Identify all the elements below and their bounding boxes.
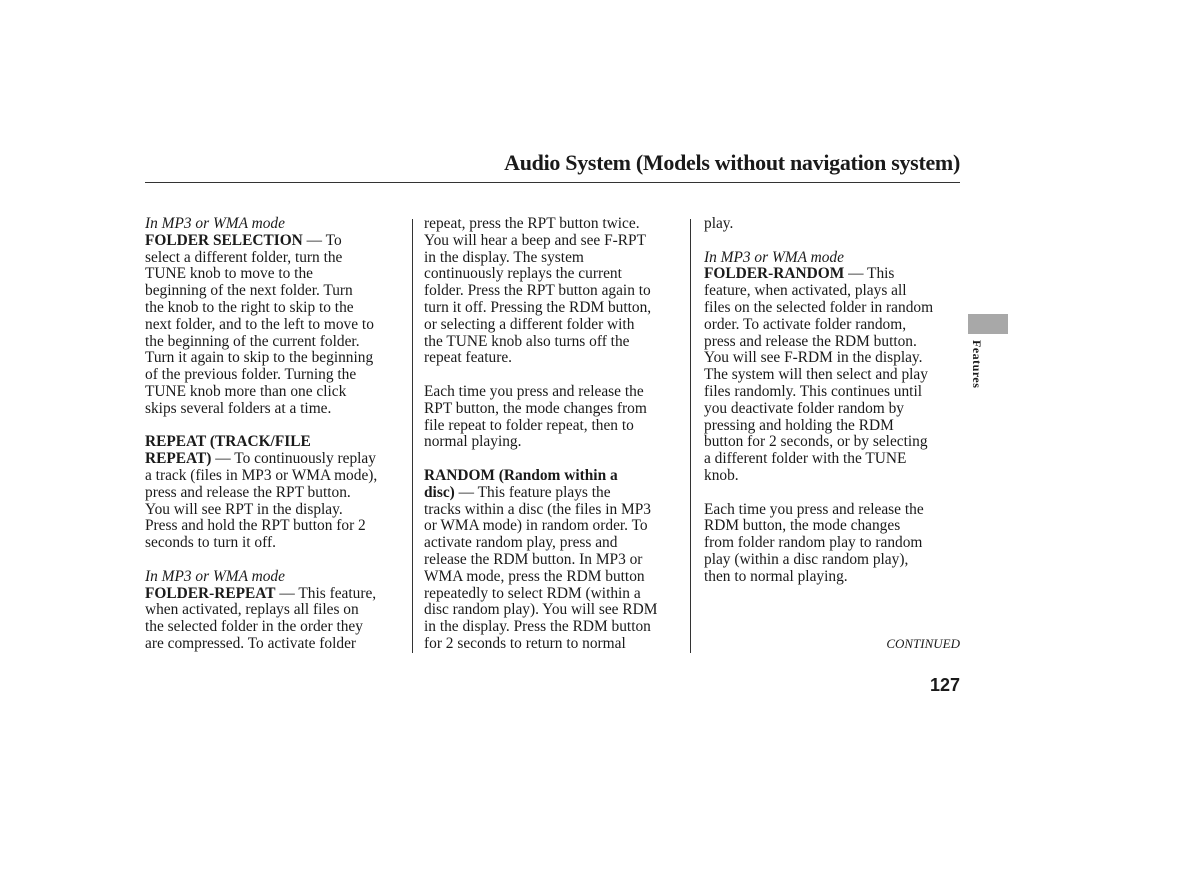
column-divider-1 (412, 219, 413, 653)
folder-selection-heading: FOLDER SELECTION (145, 231, 303, 249)
column-divider-2 (690, 219, 691, 653)
column-2 (424, 216, 686, 653)
random-heading: RANDOM (Random within a (424, 466, 618, 484)
text-line: TUNE knob more than one click (145, 382, 347, 400)
text-line: in the display. Press the RDM button (424, 618, 651, 636)
column-1 (145, 216, 407, 653)
text-line: select a different folder, turn the (145, 248, 343, 266)
text-line: press and release the RPT button. (145, 483, 351, 501)
text-line: folder. Press the RPT button again to (424, 282, 651, 300)
text-line: disc random play). You will see RDM (424, 601, 658, 619)
em-dash: — (306, 231, 323, 249)
em-dash: — (215, 450, 231, 468)
column-3 (704, 216, 966, 586)
text-line: are compressed. To activate folder (145, 634, 357, 652)
folder-repeat-paragraph (145, 586, 407, 603)
text-line: play. (704, 215, 734, 232)
text-line: RDM button, the mode changes (704, 517, 901, 535)
folder-repeat-heading: FOLDER-REPEAT (145, 584, 276, 602)
text-line: Each time you press and release the (424, 382, 644, 400)
folder-selection-paragraph (145, 233, 407, 250)
text-line: This (867, 265, 895, 283)
page-number: 127 (929, 675, 960, 695)
text-line: skips several folders at a time. (145, 399, 332, 417)
text-line: press and release the RDM button. (704, 332, 917, 350)
section-tab-marker (968, 314, 1008, 334)
text-line: feature, when activated, plays all (704, 282, 907, 300)
text-line: RPT button, the mode changes from (424, 399, 647, 417)
repeat-paragraph (145, 451, 407, 468)
text-line: beginning of the next folder. Turn (145, 282, 353, 300)
repeat-heading: REPEAT (TRACK/FILE (145, 433, 311, 451)
text-line: Each time you press and release the (704, 500, 924, 518)
text-line: repeat feature. (424, 349, 513, 367)
text-line: The system will then select and play (704, 366, 928, 384)
text-line: in the display. The system (424, 248, 584, 266)
folder-random-paragraph (704, 266, 966, 283)
text-line: continuously replays the current (424, 265, 622, 283)
text-line: repeat, press the RPT button twice. (424, 215, 640, 232)
mode-label: In MP3 or WMA mode (704, 248, 844, 266)
text-line: when activated, replays all files on (145, 601, 359, 619)
random-heading-cont: disc) (424, 483, 455, 501)
page-title: Audio System (Models without navigation system) (504, 150, 960, 175)
text-line: button for 2 seconds, or by selecting (704, 433, 928, 451)
text-line: the beginning of the current folder. (145, 332, 360, 350)
text-line: activate random play, press and (424, 534, 618, 552)
text-line: for 2 seconds to return to normal (424, 634, 626, 652)
em-dash: — (279, 584, 295, 602)
text-line: knob. (704, 466, 739, 484)
text-line: To (325, 231, 342, 249)
text-line: tracks within a disc (the files in MP3 (424, 500, 651, 518)
text-line: seconds to turn it off. (145, 534, 276, 552)
header-rule (145, 182, 960, 183)
text-line: files randomly. This continues until (704, 382, 923, 400)
text-line: pressing and holding the RDM (704, 416, 894, 434)
em-dash: — (848, 265, 864, 283)
text-line: you deactivate folder random by (704, 399, 905, 417)
text-line: This feature, (298, 584, 377, 602)
repeat-heading-cont: REPEAT) (145, 450, 212, 468)
text-line: of the previous folder. Turning the (145, 366, 357, 384)
text-line: the knob to the right to skip to the (145, 298, 354, 316)
text-line: You will see RPT in the display. (145, 500, 343, 518)
text-line: file repeat to folder repeat, then to (424, 416, 634, 434)
text-line: or selecting a different folder with (424, 315, 635, 333)
text-line: next folder, and to the left to move to (145, 315, 374, 333)
random-paragraph (424, 485, 686, 502)
text-line: To continuously replay (234, 450, 376, 468)
section-tab-label: Features (970, 340, 984, 389)
continued-label: CONTINUED (886, 636, 960, 651)
text-line: a different folder with the TUNE (704, 450, 907, 468)
text-line: This feature plays the (477, 483, 611, 501)
text-line: You will see F-RDM in the display. (704, 349, 923, 367)
text-line: play (within a disc random play), (704, 550, 909, 568)
em-dash: — (458, 483, 475, 501)
text-line: WMA mode, press the RDM button (424, 567, 645, 585)
text-line: release the RDM button. In MP3 or (424, 550, 643, 568)
folder-random-heading: FOLDER-RANDOM (704, 265, 845, 283)
text-line: order. To activate folder random, (704, 315, 907, 333)
text-line: or WMA mode) in random order. To (424, 517, 648, 535)
text-line: Press and hold the RPT button for 2 (145, 517, 366, 535)
mode-label: In MP3 or WMA mode (145, 567, 285, 585)
text-line: from folder random play to random (704, 534, 923, 552)
text-line: then to normal playing. (704, 567, 848, 585)
text-line: turn it off. Pressing the RDM button, (424, 298, 652, 316)
mode-label: In MP3 or WMA mode (145, 215, 285, 232)
text-line: files on the selected folder in random (704, 298, 934, 316)
text-line: Turn it again to skip to the beginning (145, 349, 374, 367)
text-line: normal playing. (424, 433, 522, 451)
text-line: repeatedly to select RDM (within a (424, 584, 641, 602)
text-line: a track (files in MP3 or WMA mode), (145, 466, 378, 484)
text-line: the selected folder in the order they (145, 618, 363, 636)
text-line: the TUNE knob also turns off the (424, 332, 630, 350)
text-line: You will hear a beep and see F-RPT (424, 231, 646, 249)
text-line: TUNE knob to move to the (145, 265, 313, 283)
